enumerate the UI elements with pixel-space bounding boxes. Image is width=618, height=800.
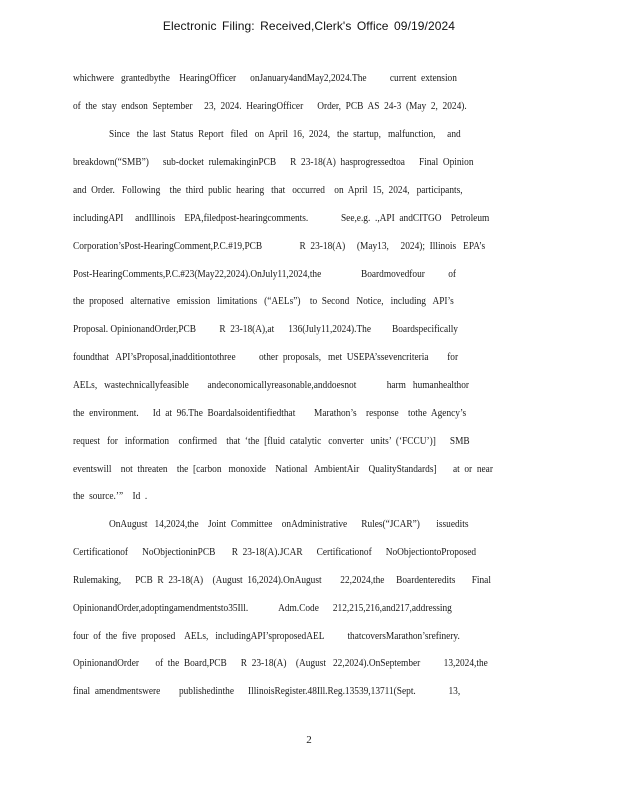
filing-stamp-header: Electronic Filing: Received,Clerk's Office 09/19/2024 [162,19,456,33]
text-line: breakdown(“SMB”) sub-docket rulemakinginPCB R 23-18(A) hasprogressedtoa Final Opinion [73,157,474,168]
text-line: Rulemaking, PCB R 23-18(A) (August 16,2024).OnAugust 22,2024,the Boardenteredits Final [73,575,491,586]
text-line: four of the five proposed AELs, includingAPI’sproposedAEL thatcoversMarathon’srefinery. [73,631,460,642]
text-line: the environment. Id at 96.The Boardalsoidentifiedthat Marathon’s response tothe Agency’s [73,408,467,419]
text-line: and Order. Following the third public hearing that occurred on April 15, 2024, participants, [73,185,463,196]
text-line: OpinionandOrder of the Board,PCB R 23-18(A) (August 22,2024).OnSeptember 13,2024,the [73,658,488,669]
text-line: final amendmentswere publishedinthe IllinoisRegister.48Ill.Reg.13539,13711(Sept. 13, [73,686,461,697]
text-line: OnAugust 14,2024,the Joint Committee onAdministrative Rules(“JCAR”) issuedits [109,519,469,530]
text-line: includingAPI andIllinois EPA,filedpost-hearingcomments. See,e.g. .,API andCITGO Petroleum [73,213,490,224]
text-line: Certificationof NoObjectioninPCB R 23-18(A).JCAR Certificationof NoObjectiontoProposed [73,547,477,558]
text-line: of the stay endson September 23, 2024. HearingOfficer Order, PCB AS 24-3 (May 2, 2024). [73,101,467,112]
text-line: OpinionandOrder,adoptingamendmentsto35Ill. Adm.Code 212,215,216,and217,addressing [73,603,452,614]
page-number: 2 [306,734,312,746]
text-line: foundthat API’sProposal,inadditiontothree other proposals, met USEPA’ssevencriteria for [73,352,459,363]
text-line: request for information confirmed that ‘the [fluid catalytic converter units’ (‘FCCU’)] SMB [73,436,470,447]
text-line: Post-HearingComments,P.C.#23(May22,2024).OnJuly11,2024,the Boardmovedfour of [73,269,457,280]
text-line: Corporation’sPost-HearingComment,P.C.#19,PCB R 23-18(A) (May13, 2024); Illinois EPA’s [73,241,486,252]
text-line: whichwere grantedbythe HearingOfficer onJanuary4andMay2,2024.The current extension [73,73,457,84]
text-line: Since the last Status Report filed on April 16, 2024, the startup, malfunction, and [109,129,461,140]
text-line: AELs, wastechnicallyfeasible andeconomicallyreasonable,anddoesnot harm humanhealthor [73,380,470,391]
text-line: eventswill not threaten the [carbon monoxide National AmbientAir QualityStandards] at or near [73,464,493,475]
text-line: the proposed alternative emission limitations (“AELs”) to Second Notice, including API’s [73,296,454,307]
text-line: the source.’” Id . [73,491,148,502]
text-line: Proposal. OpinionandOrder,PCB R 23-18(A),at 136(July11,2024).The Boardspecifically [73,324,458,335]
